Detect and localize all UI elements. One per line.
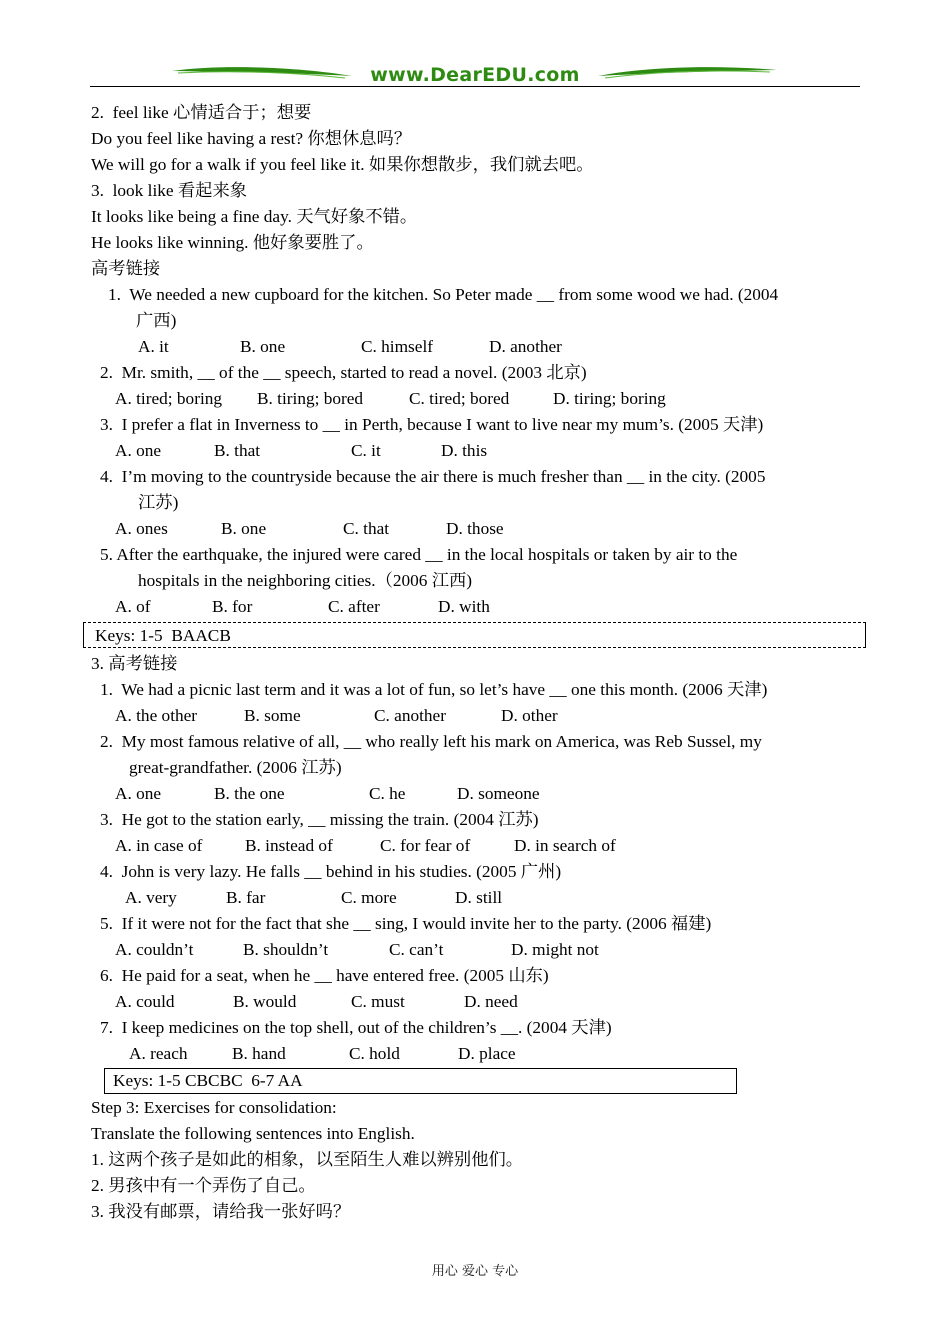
option-b: B. would <box>233 992 297 1011</box>
question-text: 5. After the earthquake, the injured were cared __ in the local hospitals or taken by air to the <box>100 545 738 564</box>
option-d: D. still <box>455 888 503 907</box>
option-d: D. tiring; boring <box>553 389 666 408</box>
question-text: 1. We needed a new cupboard for the kitchen. So Peter made __ from some wood we had. (2004 <box>108 285 779 304</box>
option-a: A. of <box>115 597 151 616</box>
option-c: C. tired; bored <box>409 389 510 408</box>
option-b: B. for <box>212 597 253 616</box>
option-a: A. couldn’t <box>115 940 194 959</box>
option-b: B. one <box>221 519 267 538</box>
option-c: C. he <box>369 784 406 803</box>
option-b: B. shouldn’t <box>243 940 329 959</box>
option-c: C. another <box>374 706 446 725</box>
option-b: B. one <box>240 337 286 356</box>
option-d: D. other <box>501 706 558 725</box>
translation-item: 2. 男孩中有一个弄伤了自己。 <box>91 1176 316 1195</box>
question-text: 1. We had a picnic last term and it was a lot of fun, so let’s have __ one this month. (2006 天津) <box>100 680 768 699</box>
question-text: 3. I prefer a flat in Inverness to __ in Perth, because I want to live near my mum’s. (2005 天津) <box>100 415 764 434</box>
answer-key: Keys: 1-5 CBCBC 6-7 AA <box>113 1071 303 1090</box>
question-text: 7. I keep medicines on the top shell, out of the children’s __. (2004 天津) <box>100 1018 612 1037</box>
option-a: A. one <box>115 784 162 803</box>
question-text: 2. My most famous relative of all, __ who really left his mark on America, was Reb Sussel, my <box>100 732 762 751</box>
option-b: B. far <box>226 888 266 907</box>
logo-text: www.DearEDU.com <box>370 64 580 86</box>
question-text: great-grandfather. (2006 江苏) <box>129 758 342 777</box>
section-heading: 3. 高考链接 <box>91 654 178 673</box>
question-text: 3. He got to the station early, __ missing the train. (2004 江苏) <box>100 810 539 829</box>
text-line: He looks like winning. 他好象要胜了。 <box>91 233 374 252</box>
option-a: A. one <box>115 441 162 460</box>
option-a: A. it <box>138 337 169 356</box>
option-d: D. might not <box>511 940 599 959</box>
option-d: D. someone <box>457 784 540 803</box>
option-a: A. very <box>125 888 177 907</box>
option-d: D. need <box>464 992 518 1011</box>
section-heading: Step 3: Exercises for consolidation: <box>91 1098 337 1117</box>
question-text: 6. He paid for a seat, when he __ have entered free. (2005 山东) <box>100 966 549 985</box>
option-b: B. tiring; bored <box>257 389 364 408</box>
text-line: It looks like being a fine day. 天气好象不错。 <box>91 207 418 226</box>
option-c: C. that <box>343 519 390 538</box>
option-d: D. place <box>458 1044 516 1063</box>
option-c: C. can’t <box>389 940 444 959</box>
option-a: A. ones <box>115 519 168 538</box>
option-b: B. instead of <box>245 836 333 855</box>
translation-item: 1. 这两个孩子是如此的相象，以至陌生人难以辨别他们。 <box>91 1150 524 1169</box>
question-text: 2. Mr. smith, __ of the __ speech, started to read a novel. (2003 北京) <box>100 363 587 382</box>
question-text: 4. John is very lazy. He falls __ behind in his studies. (2005 广州) <box>100 862 562 881</box>
question-text: 4. I’m moving to the countryside because the air there is much fresher than __ in the city. (2005 <box>100 467 766 486</box>
option-a: A. the other <box>115 706 198 725</box>
text-line: 3. look like 看起来象 <box>91 181 248 200</box>
option-b: B. that <box>214 441 261 460</box>
section-heading: 高考链接 <box>91 259 161 278</box>
option-b: B. some <box>244 706 301 725</box>
option-c: C. it <box>351 441 381 460</box>
text-line: Do you feel like having a rest? 你想休息吗？ <box>91 129 412 148</box>
text-line: 2. feel like 心情适合于；想要 <box>91 103 312 122</box>
option-a: A. could <box>115 992 175 1011</box>
option-d: D. those <box>446 519 504 538</box>
option-a: A. in case of <box>115 836 203 855</box>
option-c: C. for fear of <box>380 836 471 855</box>
question-text: 广西) <box>136 311 177 330</box>
answer-key: Keys: 1-5 BAACB <box>95 626 231 645</box>
option-b: B. the one <box>214 784 285 803</box>
option-b: B. hand <box>232 1044 286 1063</box>
option-d: D. with <box>438 597 490 616</box>
option-a: A. reach <box>129 1044 188 1063</box>
option-d: D. another <box>489 337 562 356</box>
option-c: C. must <box>351 992 405 1011</box>
question-text: hospitals in the neighboring cities.（2006 江西) <box>138 571 473 590</box>
option-c: C. himself <box>361 337 434 356</box>
option-a: A. tired; boring <box>115 389 223 408</box>
page-footer: 用心 爱心 专心 <box>431 1264 519 1279</box>
question-text: 5. If it were not for the fact that she __ sing, I would invite her to the party. (2006 福建) <box>100 914 712 933</box>
question-text: 江苏) <box>138 493 179 512</box>
instruction-text: Translate the following sentences into English. <box>91 1124 415 1143</box>
option-c: C. more <box>341 888 397 907</box>
option-c: C. hold <box>349 1044 400 1063</box>
option-d: D. this <box>441 441 488 460</box>
option-c: C. after <box>328 597 380 616</box>
header-divider <box>90 86 860 87</box>
translation-item: 3. 我没有邮票，请给我一张好吗？ <box>91 1202 351 1221</box>
text-line: We will go for a walk if you feel like it. 如果你想散步，我们就去吧。 <box>91 155 594 174</box>
option-d: D. in search of <box>514 836 616 855</box>
